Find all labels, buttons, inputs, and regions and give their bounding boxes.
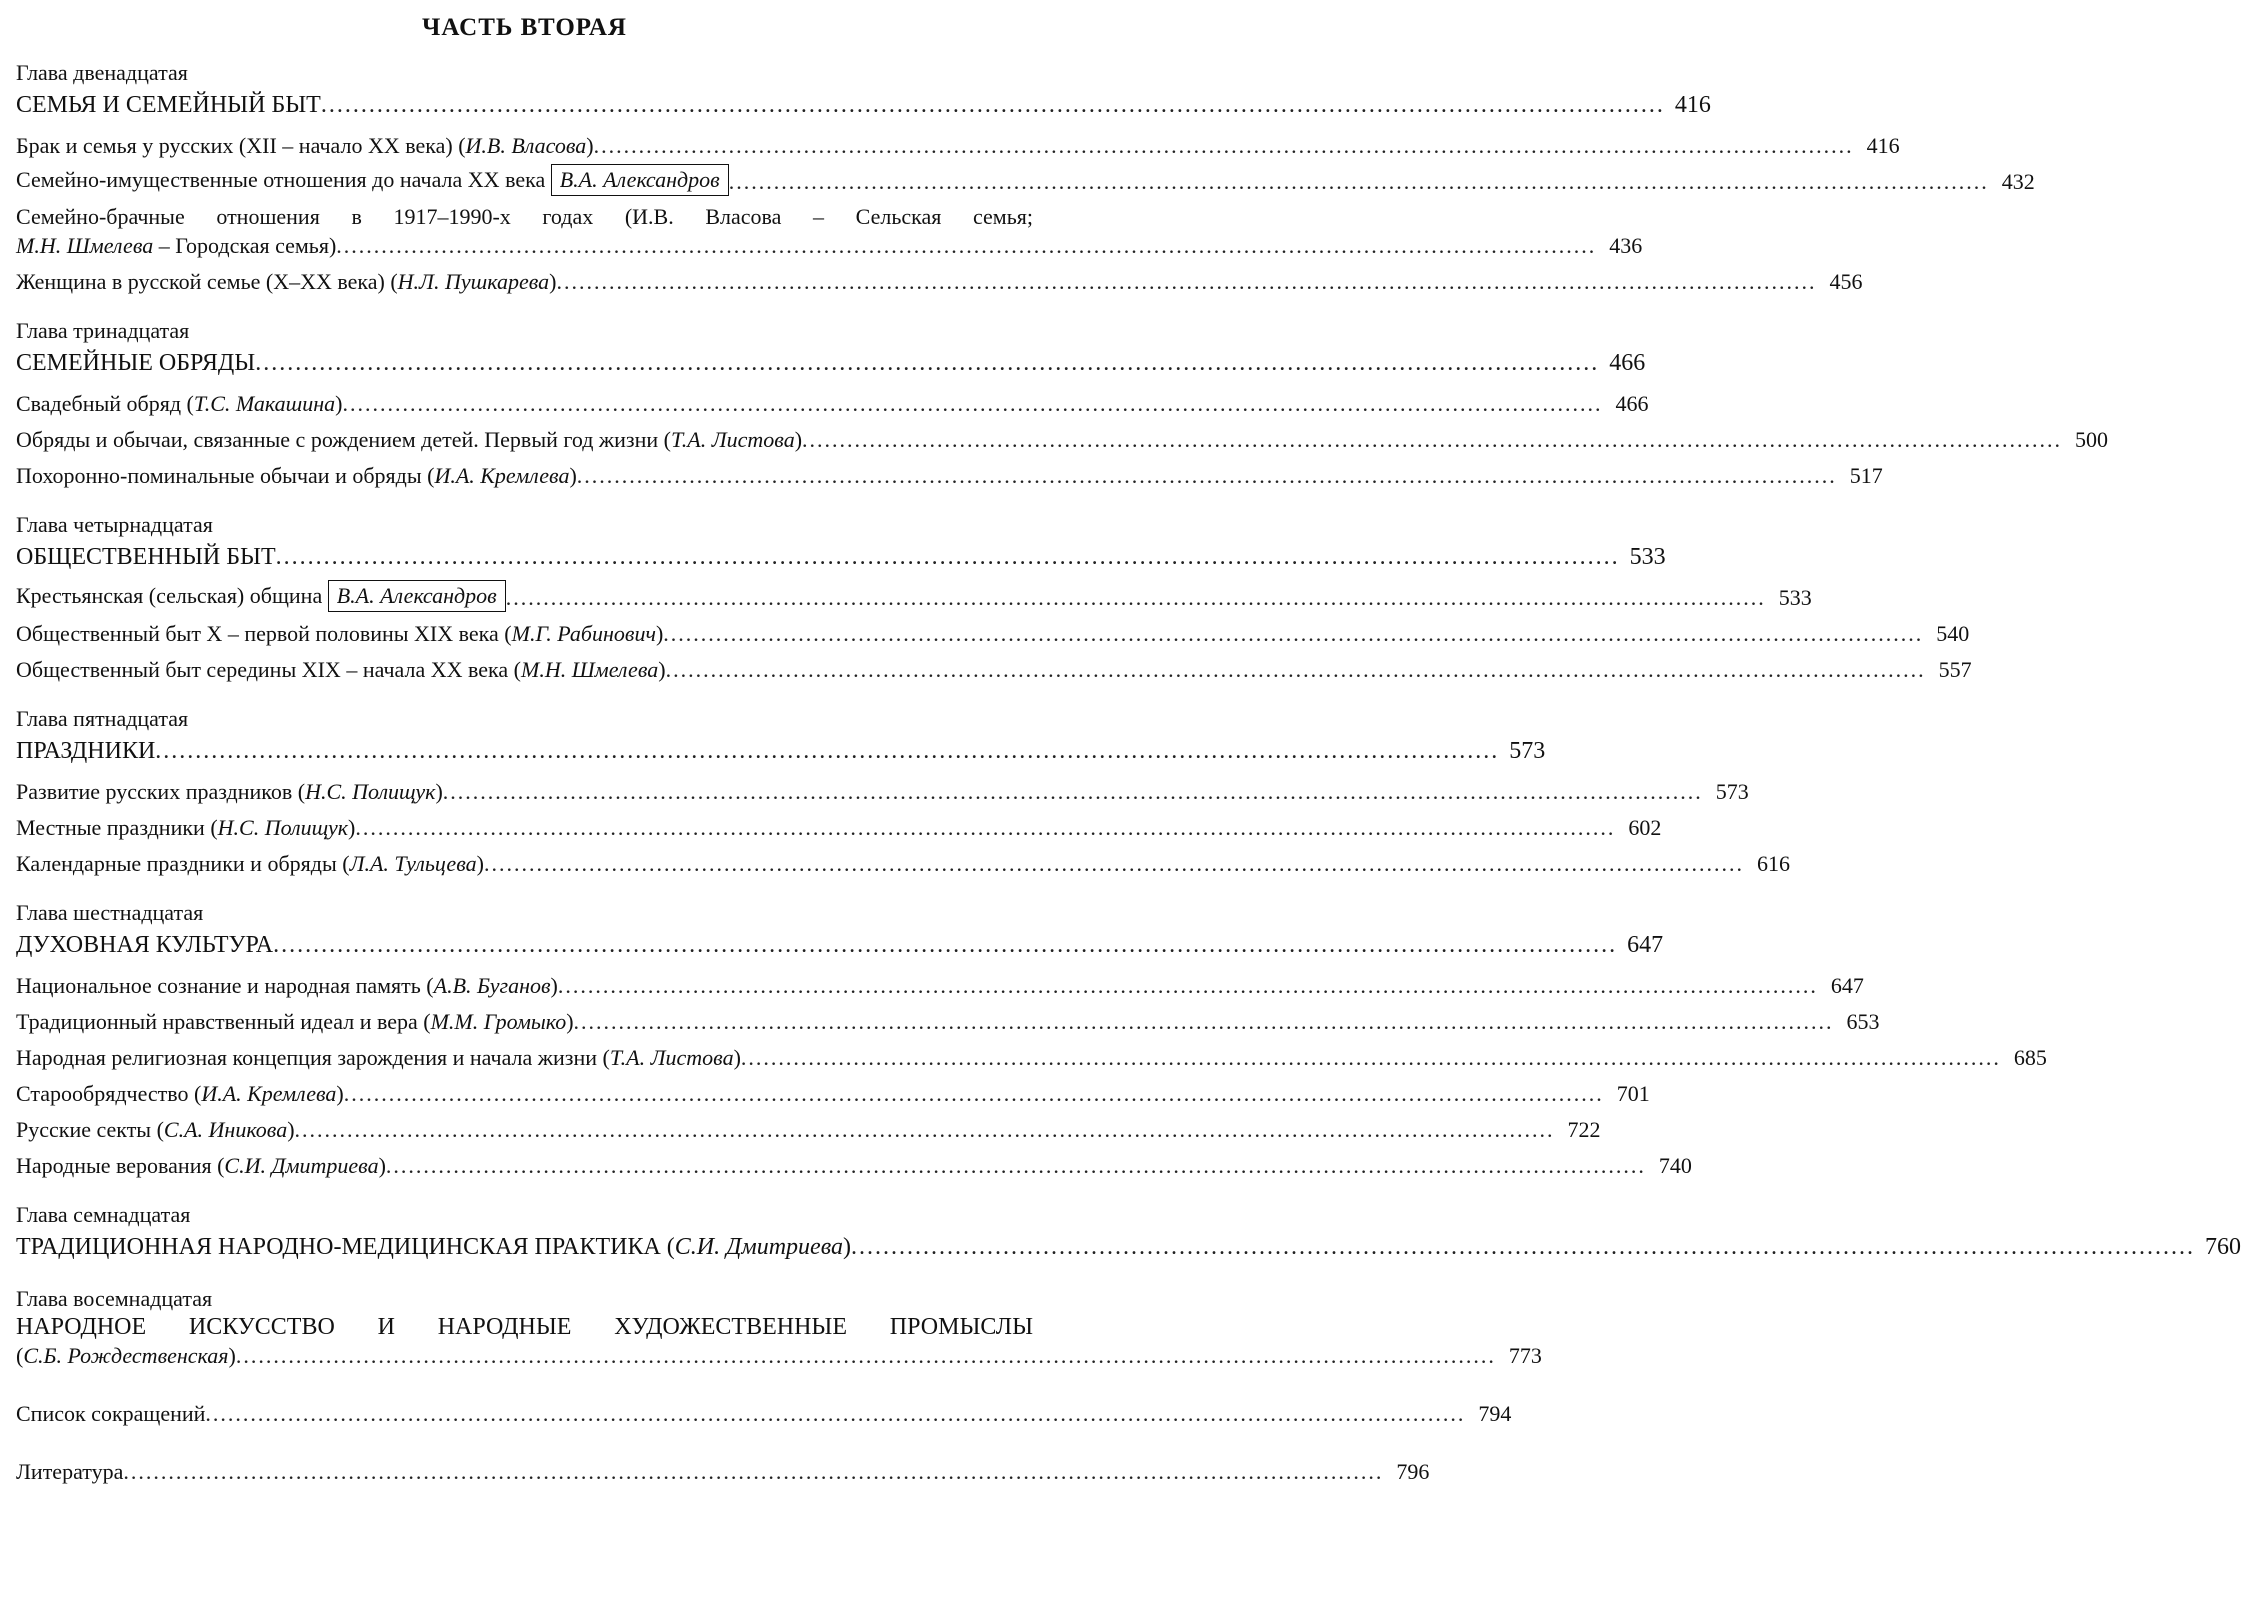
author-name: И.А. Кремлева <box>434 463 570 488</box>
entry-title: (С.Б. Рождественская) <box>16 1343 236 1368</box>
toc-entry[interactable] <box>16 806 1662 842</box>
toc-entry[interactable] <box>16 1036 2047 1072</box>
dot-leader: ........................................................................................................................................................................ <box>275 544 1620 570</box>
toc-entry[interactable] <box>16 260 1863 296</box>
chapter-label: Глава четырнадцатая <box>16 512 213 537</box>
page-number: 722 <box>1567 1117 1601 1142</box>
dot-leader: ........................................................................................................................................................................ <box>505 585 1766 610</box>
page-number: 616 <box>1756 851 1790 876</box>
dot-leader: ........................................................................................................................................................................ <box>556 269 1817 294</box>
entry-title: Местные праздники (Н.С. Полищук) <box>16 815 356 840</box>
page-number: 701 <box>1616 1081 1650 1106</box>
entry-title: Общественный быт середины XIX – начала XX века (М.Н. Шмелева) <box>16 657 666 682</box>
author-name: С.И. Дмитриева <box>224 1153 379 1178</box>
entry-title: Список сокращений <box>16 1401 206 1426</box>
dot-leader: ........................................................................................................................................................................ <box>235 1343 1496 1368</box>
chapter-section <box>16 512 1972 684</box>
entry-title: Брак и семья у русских (XII – начало XX века) (И.В. Власова) <box>16 133 594 158</box>
page-number: 416 <box>1866 133 1900 158</box>
toc-entry[interactable] <box>16 160 2035 196</box>
entry-title: СЕМЕЙНЫЕ ОБРЯДЫ <box>16 350 256 376</box>
dot-leader: ........................................................................................................................................................................ <box>255 350 1600 376</box>
dot-leader: ........................................................................................................................................................................ <box>663 621 1924 646</box>
author-name: И.А. Кремлева <box>201 1081 337 1106</box>
dot-leader: ........................................................................................................................................................................ <box>573 1009 1834 1034</box>
toc-entry[interactable] <box>16 1072 1650 1108</box>
entry-title: СЕМЬЯ И СЕМЕЙНЫЙ БЫТ <box>16 92 321 118</box>
entry-title: Развитие русских праздников (Н.С. Полищук) <box>16 779 443 804</box>
page-number: 540 <box>1936 621 1970 646</box>
author-name: Н.С. Полищук <box>217 815 349 840</box>
dot-leader: ........................................................................................................................................................................ <box>593 133 1854 158</box>
entry-title: Крестьянская (сельская) община В.А. Александров <box>16 580 506 612</box>
page-number: 647 <box>1830 973 1864 998</box>
toc-entry[interactable] <box>16 1144 1692 1180</box>
toc-entry[interactable] <box>16 124 1900 160</box>
page-number: 533 <box>1778 585 1812 610</box>
boxed-author-name: В.А. Александров <box>328 580 506 612</box>
page-number: 436 <box>1609 233 1643 258</box>
page-number: 653 <box>1846 1009 1880 1034</box>
toc-entry[interactable] <box>16 382 1649 418</box>
dot-leader: ........................................................................................................................................................................ <box>557 973 1818 998</box>
heading-continuation <box>16 1342 1542 1370</box>
dot-leader: ........................................................................................................................................................................ <box>728 169 1989 194</box>
dot-leader: ........................................................................................................................................................................ <box>123 1459 1384 1484</box>
page-number: 466 <box>1609 350 1646 376</box>
page-number: 432 <box>2001 169 2035 194</box>
author-name: И.В. Власова <box>465 133 587 158</box>
toc-entry[interactable] <box>16 612 1970 648</box>
dot-leader: ........................................................................................................................................................................ <box>576 463 1837 488</box>
page-number: 416 <box>1674 92 1711 118</box>
chapter-label: Глава тринадцатая <box>16 318 190 343</box>
author-name: М.Г. Рабинович <box>511 621 656 646</box>
entry-title: Литература <box>16 1459 124 1484</box>
dot-leader: ........................................................................................................................................................................ <box>665 657 1926 682</box>
page-number: 517 <box>1849 463 1883 488</box>
chapter-heading[interactable] <box>16 926 1664 962</box>
page-number: 456 <box>1829 269 1863 294</box>
entry-title: М.Н. Шмелева – Городская семья) <box>16 233 337 258</box>
heading-line: НАРОДНОЕ ИСКУССТВО И НАРОДНЫЕ ХУДОЖЕСТВЕННЫЕ ПРОМЫСЛЫ <box>16 1314 1033 1340</box>
chapter-section <box>16 60 2035 296</box>
dot-leader: ........................................................................................................................................................................ <box>850 1234 2195 1260</box>
entry-title: ТРАДИЦИОННАЯ НАРОДНО-МЕДИЦИНСКАЯ ПРАКТИКА (С.И. Дмитриева) <box>16 1234 851 1260</box>
page-number: 573 <box>1509 738 1546 764</box>
chapter-heading[interactable] <box>16 1312 1542 1370</box>
entry-title: Похоронно-поминальные обычаи и обряды (И.А. Кремлева) <box>16 463 577 488</box>
author-name: Т.А. Листова <box>609 1045 734 1070</box>
page-number: 647 <box>1627 932 1664 958</box>
chapter-heading[interactable] <box>16 86 1711 122</box>
toc-entry[interactable] <box>16 770 1749 806</box>
chapter-label: Глава пятнадцатая <box>16 706 189 731</box>
author-name: Н.С. Полищук <box>305 779 436 804</box>
dot-leader: ........................................................................................................................................................................ <box>342 391 1603 416</box>
chapter-heading[interactable] <box>16 344 1646 380</box>
table-of-contents <box>16 60 2241 1486</box>
boxed-author-name: В.А. Александров <box>551 164 729 196</box>
chapter-label: Глава двенадцатая <box>16 60 188 85</box>
page-number: 760 <box>2204 1234 2241 1260</box>
entry-title: Традиционный нравственный идеал и вера (М.М. Громыко) <box>16 1009 574 1034</box>
chapter-section <box>16 706 1790 878</box>
chapter-section <box>16 318 2109 490</box>
entry-title: Общественный быт X – первой половины XIX века (М.Г. Рабинович) <box>16 621 664 646</box>
entry-title: Национальное сознание и народная память (А.В. Буганов) <box>16 973 558 998</box>
toc-entry[interactable] <box>16 454 1883 490</box>
entry-continuation <box>16 232 1643 260</box>
entry-title: Женщина в русской семье (X–XX века) (Н.Л. Пушкарева) <box>16 269 557 294</box>
toc-entry[interactable] <box>16 1108 1601 1144</box>
chapter-section <box>16 1202 2241 1264</box>
page-number: 533 <box>1629 544 1666 570</box>
toc-entry[interactable] <box>16 1000 1880 1036</box>
dot-leader: ........................................................................................................................................................................ <box>320 92 1665 118</box>
page-number: 466 <box>1615 391 1649 416</box>
dot-leader: ........................................................................................................................................................................ <box>740 1045 2001 1070</box>
author-name: Т.А. Листова <box>670 427 795 452</box>
author-name: Н.Л. Пушкарева <box>397 269 550 294</box>
page-number: 557 <box>1938 657 1972 682</box>
dot-leader: ........................................................................................................................................................................ <box>442 779 1703 804</box>
chapter-section <box>16 1286 1542 1370</box>
part-title: ЧАСТЬ ВТОРАЯ <box>422 14 627 41</box>
entry-title: Народная религиозная концепция зарождения и начала жизни (Т.А. Листова) <box>16 1045 741 1070</box>
chapter-heading[interactable] <box>16 538 1666 574</box>
toc-entry[interactable] <box>16 418 2109 454</box>
toc-entry[interactable] <box>16 964 1864 1000</box>
chapter-heading[interactable] <box>16 1228 2241 1264</box>
page-number: 740 <box>1658 1153 1692 1178</box>
author-name: С.А. Иникова <box>163 1117 288 1142</box>
dot-leader: ........................................................................................................................................................................ <box>385 1153 1646 1178</box>
toc-entry[interactable] <box>16 202 1643 260</box>
chapter-section <box>16 900 2047 1180</box>
entry-title: Обряды и обычаи, связанные с рождением детей. Первый год жизни (Т.А. Листова) <box>16 427 803 452</box>
dot-leader: ........................................................................................................................................................................ <box>205 1401 1466 1426</box>
toc-entry[interactable] <box>16 648 1972 684</box>
entry-title: ОБЩЕСТВЕННЫЙ БЫТ <box>16 544 276 570</box>
author-name: М.Н. Шмелева <box>16 233 154 258</box>
dot-leader: ........................................................................................................................................................................ <box>273 932 1618 958</box>
entry-line: Семейно-брачные отношения в 1917–1990-х годах (И.В. Власова – Сельская семья; <box>16 204 1033 229</box>
entry-title: ПРАЗДНИКИ <box>16 738 156 764</box>
back-matter-section <box>16 1392 1512 1428</box>
dot-leader: ........................................................................................................................................................................ <box>155 738 1500 764</box>
toc-entry[interactable] <box>16 842 1790 878</box>
page-number: 773 <box>1508 1343 1542 1368</box>
entry-title: Народные верования (С.И. Дмитриева) <box>16 1153 386 1178</box>
dot-leader: ........................................................................................................................................................................ <box>294 1117 1555 1142</box>
dot-leader: ........................................................................................................................................................................ <box>355 815 1616 840</box>
author-name: Т.С. Макашина <box>193 391 336 416</box>
author-name: Л.А. Тульцева <box>349 851 477 876</box>
chapter-heading[interactable] <box>16 732 1546 768</box>
author-name: М.Н. Шмелева <box>521 657 659 682</box>
back-matter-section <box>16 1450 1430 1486</box>
dot-leader: ........................................................................................................................................................................ <box>802 427 2063 452</box>
page-number: 500 <box>2075 427 2109 452</box>
chapter-label: Глава восемнадцатая <box>16 1286 213 1311</box>
author-name: С.И. Дмитриева <box>674 1234 843 1260</box>
entry-title: ДУХОВНАЯ КУЛЬТУРА <box>16 932 274 958</box>
page-number: 602 <box>1628 815 1662 840</box>
dot-leader: ........................................................................................................................................................................ <box>343 1081 1604 1106</box>
dot-leader: ........................................................................................................................................................................ <box>336 233 1597 258</box>
page-number: 685 <box>2013 1045 2047 1070</box>
author-name: С.Б. Рождественская <box>23 1343 229 1368</box>
chapter-label: Глава шестнадцатая <box>16 900 204 925</box>
toc-entry[interactable] <box>16 576 1812 612</box>
entry-title: Семейно-имущественные отношения до начала XX века В.А. Александров <box>16 164 729 196</box>
page-number: 573 <box>1715 779 1749 804</box>
page-number: 794 <box>1478 1401 1512 1426</box>
back-matter-entry[interactable] <box>16 1392 1512 1428</box>
entry-title: Календарные праздники и обряды (Л.А. Тульцева) <box>16 851 484 876</box>
dot-leader: ........................................................................................................................................................................ <box>483 851 1744 876</box>
entry-title: Старообрядчество (И.А. Кремлева) <box>16 1081 344 1106</box>
page-number: 796 <box>1396 1459 1430 1484</box>
entry-title: Русские секты (С.А. Иникова) <box>16 1117 295 1142</box>
back-matter-entry[interactable] <box>16 1450 1430 1486</box>
chapter-label: Глава семнадцатая <box>16 1202 191 1227</box>
author-name: М.М. Громыко <box>430 1009 567 1034</box>
entry-title: Свадебный обряд (Т.С. Макашина) <box>16 391 343 416</box>
author-name: А.В. Буганов <box>433 973 551 998</box>
